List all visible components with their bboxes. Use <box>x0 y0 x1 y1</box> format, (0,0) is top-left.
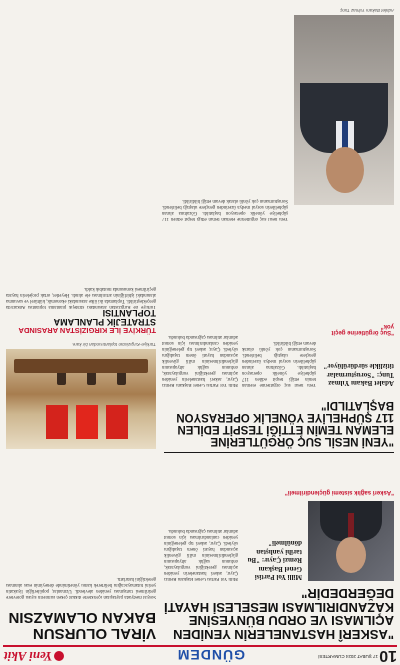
photo-caption: Adalet Bakanı Yılmaz Tunç <box>340 8 394 13</box>
meeting-photo <box>6 349 156 449</box>
story-subhead: "Suç örgütlerine geçit yok" <box>331 323 394 335</box>
portrait-photo <box>308 501 394 581</box>
story-headline: STRATEJİK PLANLAMA TOPLANTISI <box>54 307 156 327</box>
story-kyrgyz <box>6 307 156 335</box>
story-operation <box>162 399 394 447</box>
story-body: Milli Yol Partisi Genel Başkanı Remzi Çayır, askeri hastanelerin yeniden açılması gerektiğini vurgulayarak, ordunun sağlık altyapısının güçlendirilmesinin milli güvenlik açısından hayati önem taşıdığını söyledi. Çayır, askeri tıp geleneğinin yeniden canlandırılması için somut adımlar atılması çağrısında bulundu. <box>164 528 238 581</box>
story-body: Türkiye ile Kırgızistan arasındaki stratejik planlama toplantısı Ankara'da gerçekleştirildi. Toplantıda iki ülke arasındaki ekonomik, kültürel ve savunma alanındaki işbirliğinin artırılması ele alındı. Heyetler, ortak projelerin hayata geçirilmesi konusunda mutabık kaldı. <box>6 286 156 309</box>
story-body: Sosyal medyada paylaşılan içeriklerle dikkat çeken isimlerin siyasi görevlere getirilmesi tartışması yeniden alevlendi. Uzmanlar, popülerliğin liyakatin yerini tutamayacağını belirterek kamu yönetiminde deneyimin esas alınması gerektiğini hatırlattı. <box>6 576 156 599</box>
newspaper-logo: Yeni Akit <box>4 648 64 664</box>
story-body: Yeni nesil suç örgütlerine eleman temin ettiği tespit edilen 117 şüpheliye yönelik operasyon başlatıldı. Gözaltına alınan şüphelilerin sosyal medya üzerinden gençlere ulaştığı belirlendi. Soruşturmanın çok yönlü olarak devam ettiği bildirildi. <box>242 340 316 387</box>
photo-caption: Türkiye-Kırgızistan toplantısından bir kare. <box>71 342 156 347</box>
minister-photo <box>294 15 394 205</box>
story-headline: VİRAL OLURSUN BAKAN OLAMAZSIN <box>8 609 156 642</box>
story-headline: "YENİ NESİL SUÇ ÖRGÜTLERİNE ELEMAN TEMİN ETTİĞİ TESPİT EDİLEN 117 ŞÜPHELİYE YÖNELİK OPERASYON BAŞLATILDI" <box>176 398 394 447</box>
story-body-column-3: Milli Yol Partisi Genel Başkanı Remzi Çayır, askeri hastanelerin yeniden açılması gerektiğini vurgulayarak, ordunun sağlık altyapısının güçlendirilmesinin milli güvenlik açısından hayati önem taşıdığını söyledi. Çayır, askeri tıp geleneğinin yeniden canlandırılması için somut adımlar atılması çağrısında bulundu. <box>162 334 238 387</box>
story-kicker: TÜRKİYE İLE KIRGIZİSTAN ARASINDA <box>18 326 156 335</box>
section-title: GÜNDEM <box>176 647 245 663</box>
story-body-continued: Yeni nesil suç örgütlerine eleman temin ettiği tespit edilen 117 şüpheliye yönelik operasyon başlatıldı. Gözaltına alınan şüphelilerin sosyal medya üzerinden gençlere ulaştığı belirlendi. Soruşturmanın çok yönlü olarak devam ettiği bildirildi. <box>162 198 288 221</box>
masthead <box>0 647 400 665</box>
story-lead: Milli Yol Partisi Genel Başkanı Remzi Çayır: "Bu tarihi yanlıştan dönülmeli" <box>247 539 302 581</box>
story-headline: "ASKERÎ HASTANELERİN YENİDEN AÇILMASI VE ORDU BÜNYESİNE KAZANDIRILMASI MESELESİ HAYATİ DEĞERDEDİR" <box>164 586 394 642</box>
story-subhead: "Askerî sağlık sistemi güçlendirilmeli" <box>284 489 394 495</box>
masthead-rule <box>3 646 397 648</box>
story-military-hospitals <box>164 586 394 641</box>
crescent-star-icon <box>54 651 64 661</box>
story-viral <box>6 610 156 642</box>
story-lead: Adalet Bakanı Yılmaz Tunç: "Soruşturmalar titizlikle sürdürülüyor" <box>323 362 394 387</box>
page-number: 10 <box>379 647 397 664</box>
issue-date: 17 ŞUBAT 2024 CUMARTESİ <box>318 654 378 659</box>
section-divider <box>164 452 394 453</box>
